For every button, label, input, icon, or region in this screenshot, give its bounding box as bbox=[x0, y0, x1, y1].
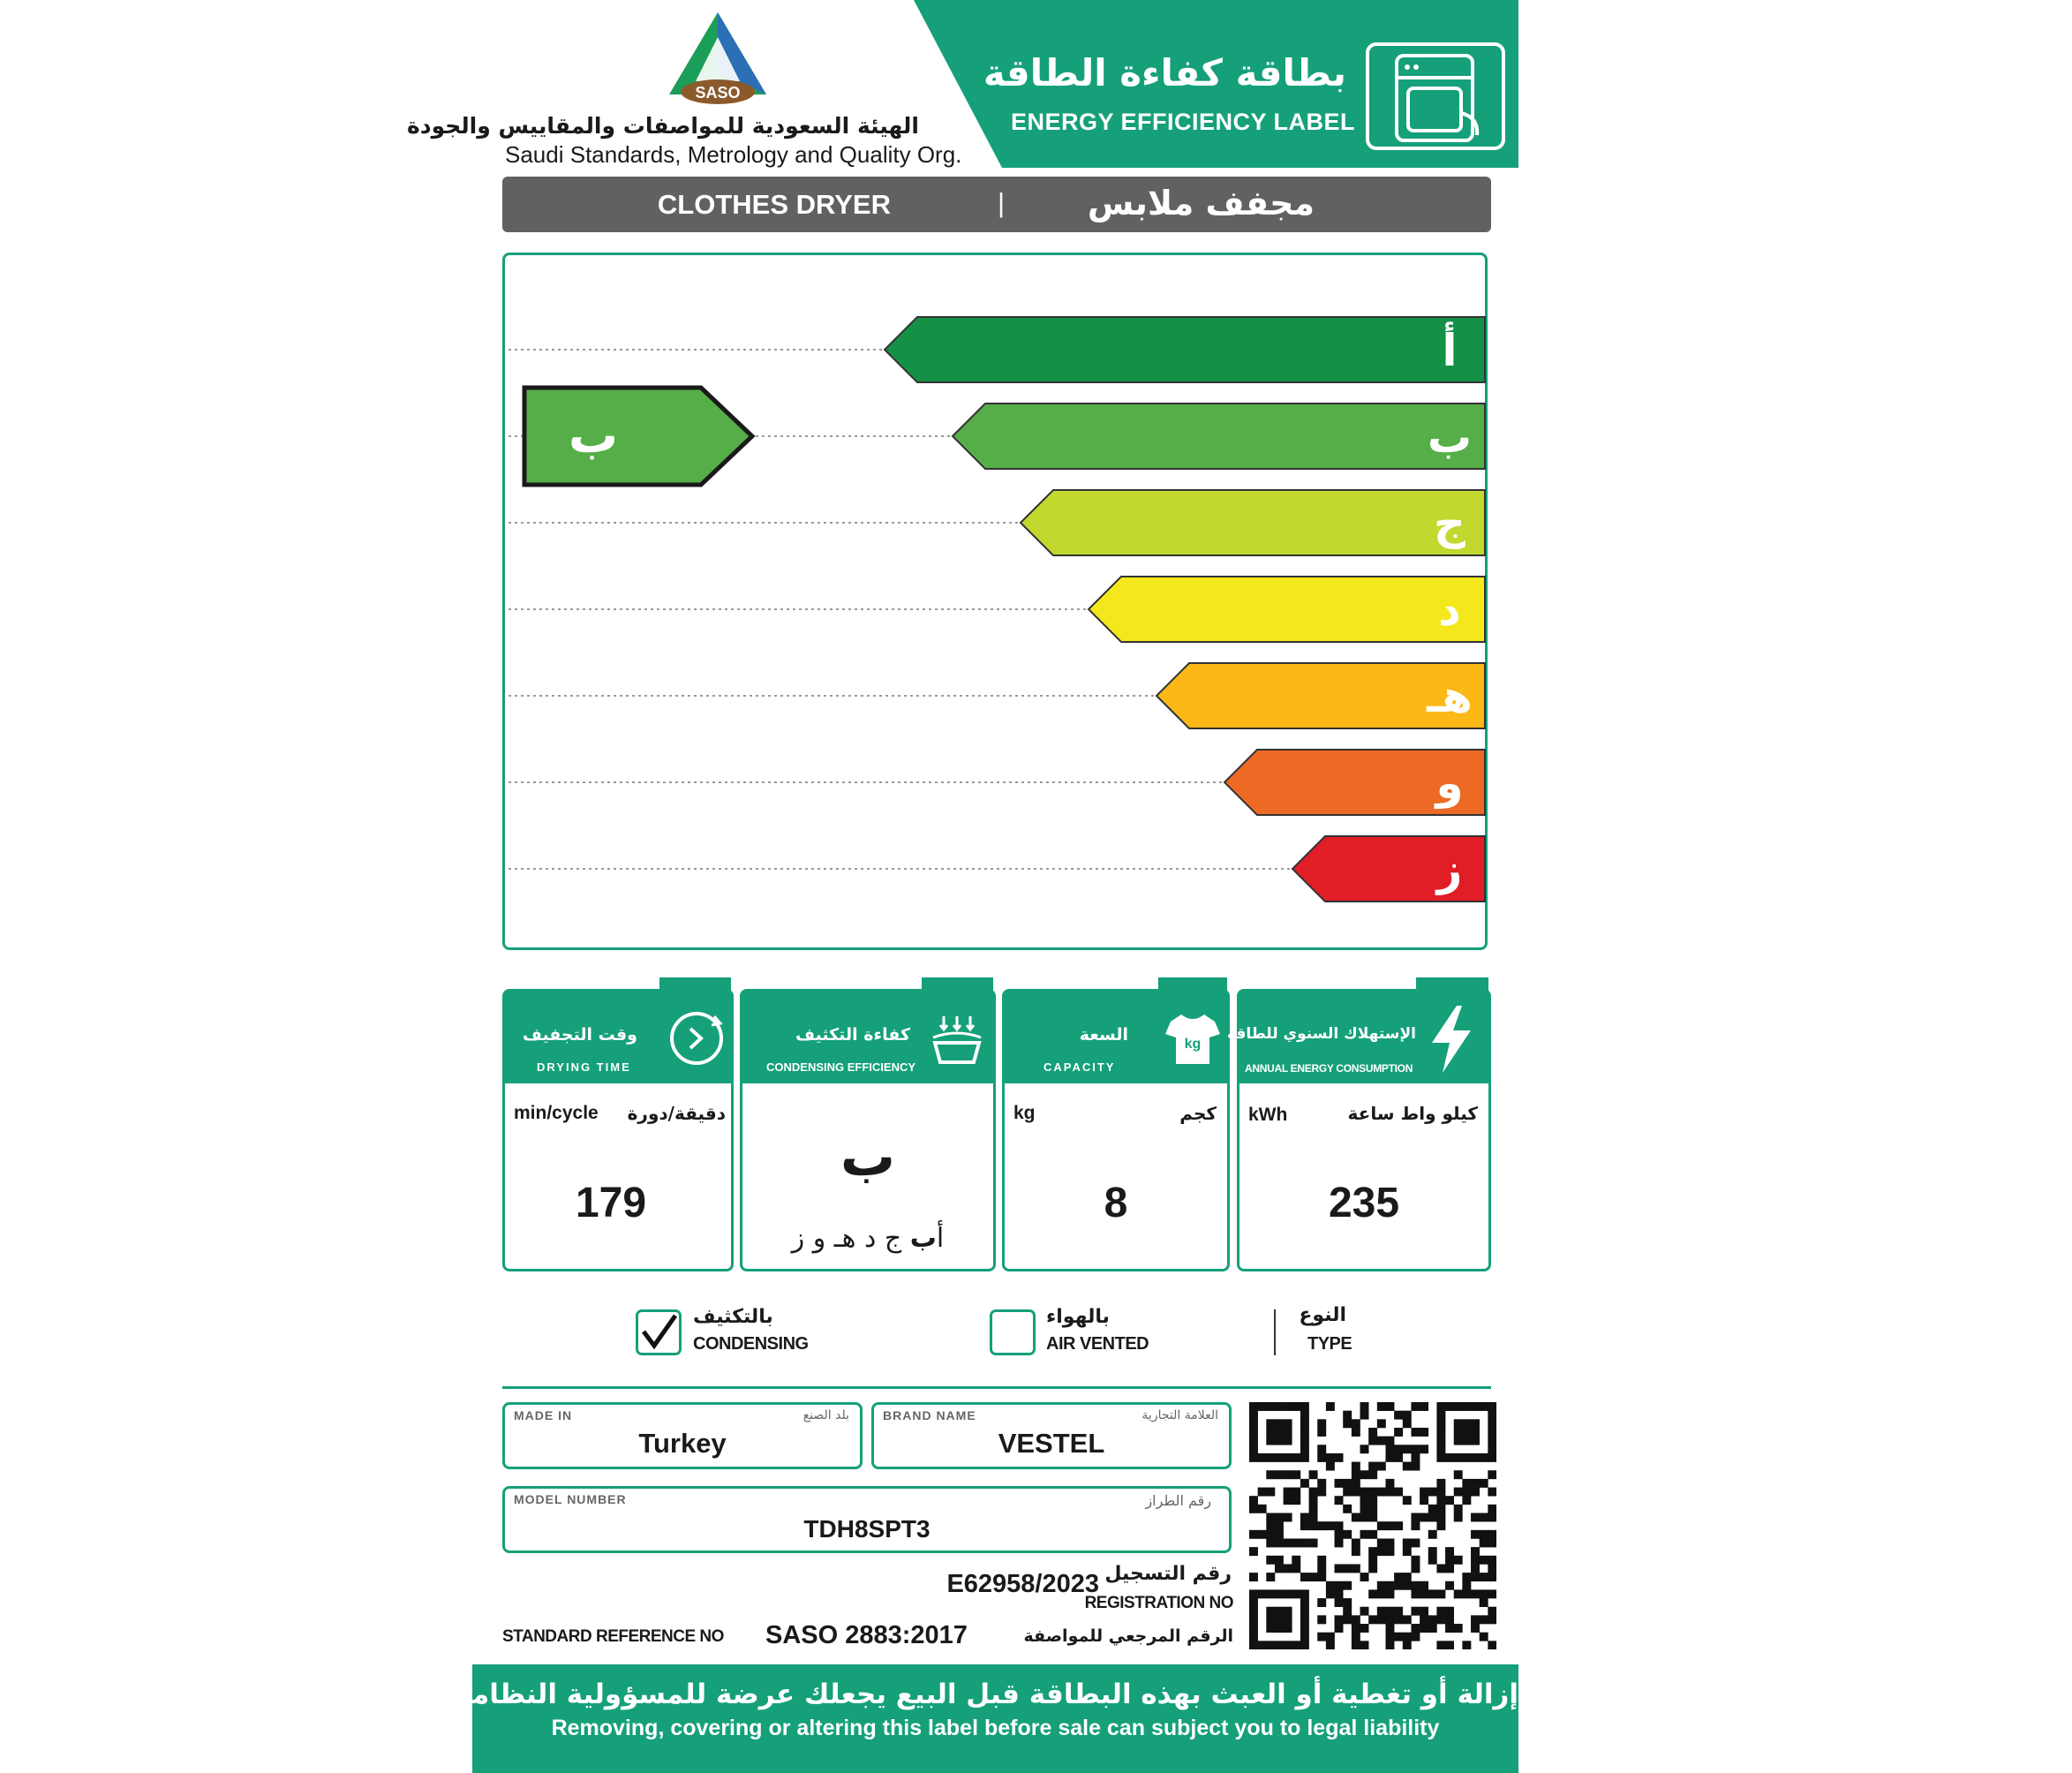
registration-number-value: E62958/2023 bbox=[946, 1570, 1099, 1598]
saso-logo-text: SASO bbox=[695, 84, 741, 102]
drying-time-title-arabic: وقت التجفيف bbox=[522, 1025, 637, 1045]
condensing-value: ب bbox=[840, 1124, 896, 1188]
drying-time-title-english: DRYING TIME bbox=[537, 1060, 631, 1074]
section-divider bbox=[502, 1386, 1491, 1389]
product-type-bar bbox=[502, 177, 1491, 232]
qr-code-icon[interactable] bbox=[1249, 1402, 1496, 1649]
legal-warning-footer bbox=[444, 1664, 1518, 1773]
model-value: TDH8SPT3 bbox=[803, 1515, 931, 1543]
brand-label-arabic: العلامة التجارية bbox=[1141, 1408, 1218, 1422]
org-name-english: Saudi Standards, Metrology and Quality Org. bbox=[505, 141, 962, 168]
energy-title-english: ANNUAL ENERGY CONSUMPTION bbox=[1245, 1062, 1413, 1075]
drying-time-value: 179 bbox=[575, 1180, 647, 1226]
model-label-arabic: رقم الطراز bbox=[1145, 1492, 1211, 1509]
panel-annual-energy bbox=[1226, 989, 1491, 1271]
energy-value: 235 bbox=[1328, 1180, 1400, 1226]
standard-reference-value: SASO 2883:2017 bbox=[765, 1621, 968, 1649]
dryer-appliance-icon bbox=[1366, 42, 1507, 152]
lightning-icon bbox=[1427, 1004, 1476, 1075]
energy-class-letter: أ bbox=[1442, 325, 1458, 376]
water-basin-icon bbox=[928, 1011, 986, 1069]
air-vented-label-arabic: بالهواء bbox=[1046, 1306, 1110, 1328]
warning-english: Removing, covering or altering this label before sale can subject you to legal liability bbox=[551, 1716, 1440, 1740]
energy-class-letter: د bbox=[1438, 585, 1461, 636]
capacity-title-arabic: السعة bbox=[1079, 1025, 1128, 1045]
drying-time-unit-english: min/cycle bbox=[514, 1103, 599, 1123]
panel-capacity bbox=[1002, 989, 1230, 1271]
rating-indicator-arrow bbox=[524, 388, 752, 485]
dryer-type-row bbox=[472, 1302, 1518, 1364]
standard-label-english: STANDARD REFERENCE NO bbox=[502, 1627, 724, 1646]
model-label-english: MODEL NUMBER bbox=[514, 1492, 627, 1506]
made-in-value: Turkey bbox=[638, 1428, 727, 1459]
type-label-english: TYPE bbox=[1307, 1334, 1352, 1354]
scale-arrows bbox=[505, 255, 1490, 953]
capacity-unit-english: kg bbox=[1013, 1103, 1036, 1123]
panel-drying-time bbox=[502, 989, 734, 1271]
condensing-scale-rest: ج د هـ و ز bbox=[791, 1223, 902, 1254]
condensing-checkbox[interactable] bbox=[636, 1309, 682, 1355]
standard-label-arabic: الرقم المرجعي للمواصفة bbox=[1023, 1626, 1233, 1646]
energy-class-arrow bbox=[885, 317, 1485, 382]
type-divider bbox=[1274, 1309, 1276, 1355]
energy-label bbox=[406, 0, 1518, 1773]
condensing-label-arabic: بالتكثيف bbox=[693, 1306, 773, 1328]
model-number-field bbox=[502, 1486, 1232, 1553]
energy-class-arrow bbox=[1089, 577, 1485, 642]
energy-class-letter: هـ bbox=[1427, 671, 1473, 722]
condensing-class-scale bbox=[742, 1223, 993, 1254]
energy-class-arrow bbox=[953, 404, 1485, 469]
air-vented-label-english: AIR VENTED bbox=[1046, 1334, 1149, 1354]
energy-unit-english: kWh bbox=[1248, 1105, 1288, 1125]
panel-condensing-efficiency bbox=[740, 989, 996, 1271]
capacity-value: 8 bbox=[1104, 1180, 1128, 1226]
energy-class-scale bbox=[502, 253, 1488, 950]
air-vented-checkbox[interactable] bbox=[990, 1309, 1036, 1355]
energy-class-arrow bbox=[1021, 490, 1485, 555]
condensing-scale-first: أ bbox=[936, 1223, 945, 1254]
header bbox=[406, 0, 1518, 168]
product-name-english: CLOTHES DRYER bbox=[657, 189, 891, 220]
drying-time-unit-arabic: دقيقة/دورة bbox=[627, 1103, 726, 1124]
condensing-scale-highlight: ب bbox=[909, 1223, 937, 1254]
product-separator: | bbox=[997, 187, 1006, 218]
tshirt-icon-text: kg bbox=[1184, 1037, 1202, 1052]
label-title-arabic: بطاقة كفاءة الطاقة bbox=[983, 51, 1346, 94]
brand-name-field bbox=[871, 1402, 1232, 1469]
energy-class-letter: و bbox=[1435, 758, 1464, 809]
timer-icon bbox=[666, 1007, 727, 1069]
energy-class-letter: ج bbox=[1433, 498, 1466, 549]
brand-value: VESTEL bbox=[998, 1428, 1105, 1459]
capacity-unit-arabic: كجم bbox=[1179, 1103, 1217, 1124]
energy-unit-arabic: كيلو واط ساعة bbox=[1347, 1103, 1478, 1124]
product-name-arabic: مجفف ملابس bbox=[1087, 184, 1315, 223]
condensing-title-english: CONDENSING EFFICIENCY bbox=[766, 1060, 916, 1074]
checkmark-icon bbox=[638, 1312, 679, 1353]
rating-indicator-letter: ب bbox=[568, 407, 619, 464]
made-in-field bbox=[502, 1402, 863, 1469]
made-in-label-english: MADE IN bbox=[514, 1408, 573, 1422]
tshirt-icon bbox=[1164, 1009, 1222, 1068]
org-name-arabic: الهيئة السعودية للمواصفات والمقاييس والجودة bbox=[406, 113, 919, 139]
condensing-title-arabic: كفاءة التكثيف bbox=[795, 1025, 910, 1045]
label-title-english: ENERGY EFFICIENCY LABEL bbox=[1010, 109, 1355, 135]
warning-arabic: إزالة أو تغطية أو العبث بهذه البطاقة قبل البيع يجعلك عرضة للمسؤولية النظامية bbox=[444, 1679, 1518, 1710]
type-label-arabic: النوع bbox=[1299, 1304, 1346, 1326]
brand-label-english: BRAND NAME bbox=[883, 1408, 976, 1422]
energy-title-arabic: الإستهلاك السنوي للطاقة bbox=[1226, 1025, 1416, 1043]
energy-class-letter: ب bbox=[1427, 411, 1473, 463]
made-in-label-arabic: بلد الصنع bbox=[802, 1408, 849, 1422]
capacity-title-english: CAPACITY bbox=[1044, 1060, 1116, 1074]
registration-label-arabic: رقم التسجيل bbox=[1104, 1563, 1232, 1585]
condensing-label-english: CONDENSING bbox=[693, 1334, 809, 1354]
registration-label-english: REGISTRATION NO bbox=[1084, 1594, 1233, 1612]
saso-logo-icon bbox=[665, 11, 771, 108]
energy-class-letter: ز bbox=[1436, 844, 1463, 895]
